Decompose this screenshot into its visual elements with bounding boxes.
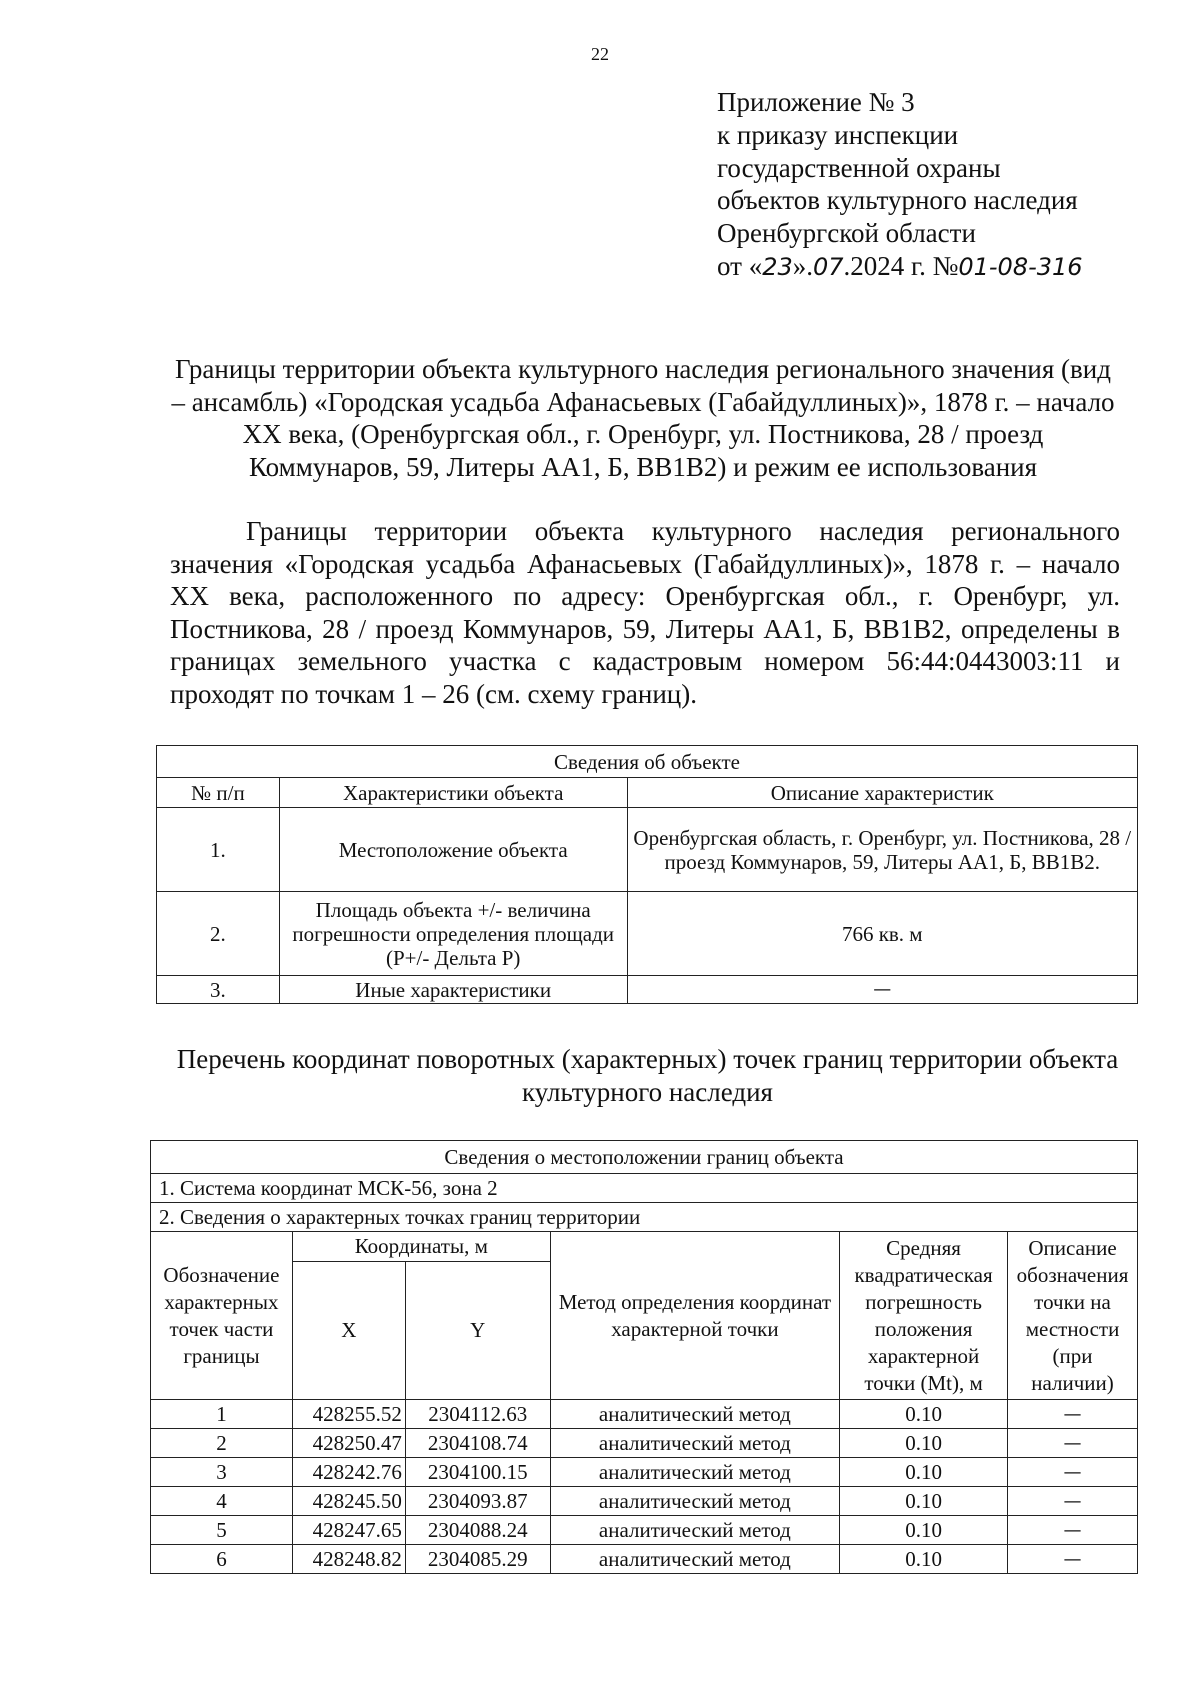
header-x: X — [292, 1262, 405, 1400]
point-description: — — [1008, 1487, 1138, 1516]
coordinate-system: 1. Система координат МСК-56, зона 2 — [151, 1174, 1138, 1203]
coord-x: 428247.65 — [292, 1516, 405, 1545]
header-description: Описание обозначения точки на местности (при наличии) — [1008, 1232, 1138, 1400]
appendix-line: Приложение № 3 — [717, 87, 915, 117]
characteristic-desc: 766 кв. м — [627, 892, 1137, 976]
column-header: № п/п — [157, 778, 280, 808]
point-number: 4 — [151, 1487, 293, 1516]
order-number-handwritten: 01-08-316 — [958, 252, 1083, 281]
table-row — [151, 1458, 1138, 1487]
body-paragraph: Границы территории объекта культурного наследия регионального значения «Городская усадьба Афанасьевых (Габайдуллиных)», 1878 г. – начало XX века, расположенного по адресу: Оренбургская обл., г. Оренбург, ул. Постникова, 28 / проезд Коммунаров, 59, Литеры АА1, Б, ВВ1В2, определены в границах земельного участка с кадастровым номером 56:44:0443003:11 и проходят по точкам 1 – 26 (см. схему границ). — [170, 516, 1120, 709]
object-info-table — [156, 745, 1138, 1004]
appendix-line: объектов культурного наследия — [717, 185, 1078, 216]
column-header: Описание характеристик — [627, 778, 1137, 808]
row-number: 2. — [157, 892, 280, 976]
table-row — [151, 1429, 1138, 1458]
date-prefix: от « — [717, 250, 763, 281]
coord-y: 2304093.87 — [405, 1487, 550, 1516]
point-description: — — [1008, 1545, 1138, 1574]
appendix-block — [717, 86, 1083, 284]
document-title: Границы территории объекта культурного наследия регионального значения (вид – ансамбль) «Городская усадьба Афанасьевых (Габайдуллиных)», 1878 г. – начало XX века, (Оренбургская обл., г. Оренбург, ул. Постникова, 28 / проезд Коммунаров, 59, Литеры АА1, Б, ВВ1В2) и режим ее использования — [171, 354, 1115, 482]
table-row — [157, 892, 1138, 976]
method: аналитический метод — [550, 1458, 839, 1487]
coord-x: 428242.76 — [292, 1458, 405, 1487]
point-number: 3 — [151, 1458, 293, 1487]
coord-y: 2304088.24 — [405, 1516, 550, 1545]
characteristic-name: Местоположение объекта — [279, 808, 627, 892]
point-number: 1 — [151, 1400, 293, 1429]
coord-y: 2304085.29 — [405, 1545, 550, 1574]
table-row — [157, 808, 1138, 892]
header-y: Y — [405, 1262, 550, 1400]
coord-x: 428255.52 — [292, 1400, 405, 1429]
point-description: — — [1008, 1429, 1138, 1458]
coord-x: 428248.82 — [292, 1545, 405, 1574]
point-number: 5 — [151, 1516, 293, 1545]
method: аналитический метод — [550, 1400, 839, 1429]
header-error: Средняя квадратическая погрешность положения характерной точки (Mt), м — [840, 1232, 1008, 1400]
point-number: 2 — [151, 1429, 293, 1458]
table-row — [157, 976, 1138, 1004]
header-method: Метод определения координат характерной точки — [550, 1232, 839, 1400]
column-header: Характеристики объекта — [279, 778, 627, 808]
table-row — [151, 1487, 1138, 1516]
coordinates-list-title: Перечень координат поворотных (характерных) точек границ территории объекта культурного наследия — [176, 1044, 1119, 1107]
table-row — [151, 1400, 1138, 1429]
date-year: .2024 г. № — [843, 250, 959, 281]
method: аналитический метод — [550, 1545, 839, 1574]
point-description: — — [1008, 1516, 1138, 1545]
coord-y: 2304100.15 — [405, 1458, 550, 1487]
mt-error: 0.10 — [840, 1516, 1008, 1545]
point-description: — — [1008, 1400, 1138, 1429]
row-number: 1. — [157, 808, 280, 892]
method: аналитический метод — [550, 1429, 839, 1458]
mt-error: 0.10 — [840, 1458, 1008, 1487]
table-caption: Сведения об объекте — [157, 746, 1138, 778]
coordinates-table — [150, 1140, 1138, 1574]
table-row — [151, 1516, 1138, 1545]
characteristic-name: Площадь объекта +/- величина погрешности определения площади (Р+/- Дельта Р) — [279, 892, 627, 976]
point-number: 6 — [151, 1545, 293, 1574]
coord-x: 428245.50 — [292, 1487, 405, 1516]
appendix-line: к приказу инспекции — [717, 119, 959, 150]
table-row — [151, 1545, 1138, 1574]
date-day-handwritten: 23 — [762, 252, 793, 281]
characteristic-desc: — — [627, 976, 1137, 1004]
appendix-line: государственной охраны — [717, 152, 1001, 183]
row-number: 3. — [157, 976, 280, 1004]
characteristic-desc: Оренбургская область, г. Оренбург, ул. Постникова, 28 / проезд Коммунаров, 59, Литеры АА1, Б, ВВ1В2. — [627, 808, 1137, 892]
mt-error: 0.10 — [840, 1400, 1008, 1429]
points-caption: 2. Сведения о характерных точках границ территории — [151, 1203, 1138, 1232]
appendix-line: Оренбургской области — [717, 218, 976, 249]
mt-error: 0.10 — [840, 1545, 1008, 1574]
method: аналитический метод — [550, 1516, 839, 1545]
coord-x: 428250.47 — [292, 1429, 405, 1458]
date-month-handwritten: 07 — [813, 252, 844, 281]
date-mid: ». — [792, 250, 813, 281]
header-point-designation: Обозначение характерных точек части границы — [151, 1232, 293, 1400]
order-date-line — [717, 250, 1083, 284]
header-coordinates: Координаты, м — [292, 1232, 550, 1262]
mt-error: 0.10 — [840, 1487, 1008, 1516]
table-caption: Сведения о местоположении границ объекта — [151, 1141, 1138, 1174]
page-number: 22 — [591, 44, 609, 64]
coord-y: 2304108.74 — [405, 1429, 550, 1458]
coord-y: 2304112.63 — [405, 1400, 550, 1429]
characteristic-name: Иные характеристики — [279, 976, 627, 1004]
method: аналитический метод — [550, 1487, 839, 1516]
mt-error: 0.10 — [840, 1429, 1008, 1458]
point-description: — — [1008, 1458, 1138, 1487]
